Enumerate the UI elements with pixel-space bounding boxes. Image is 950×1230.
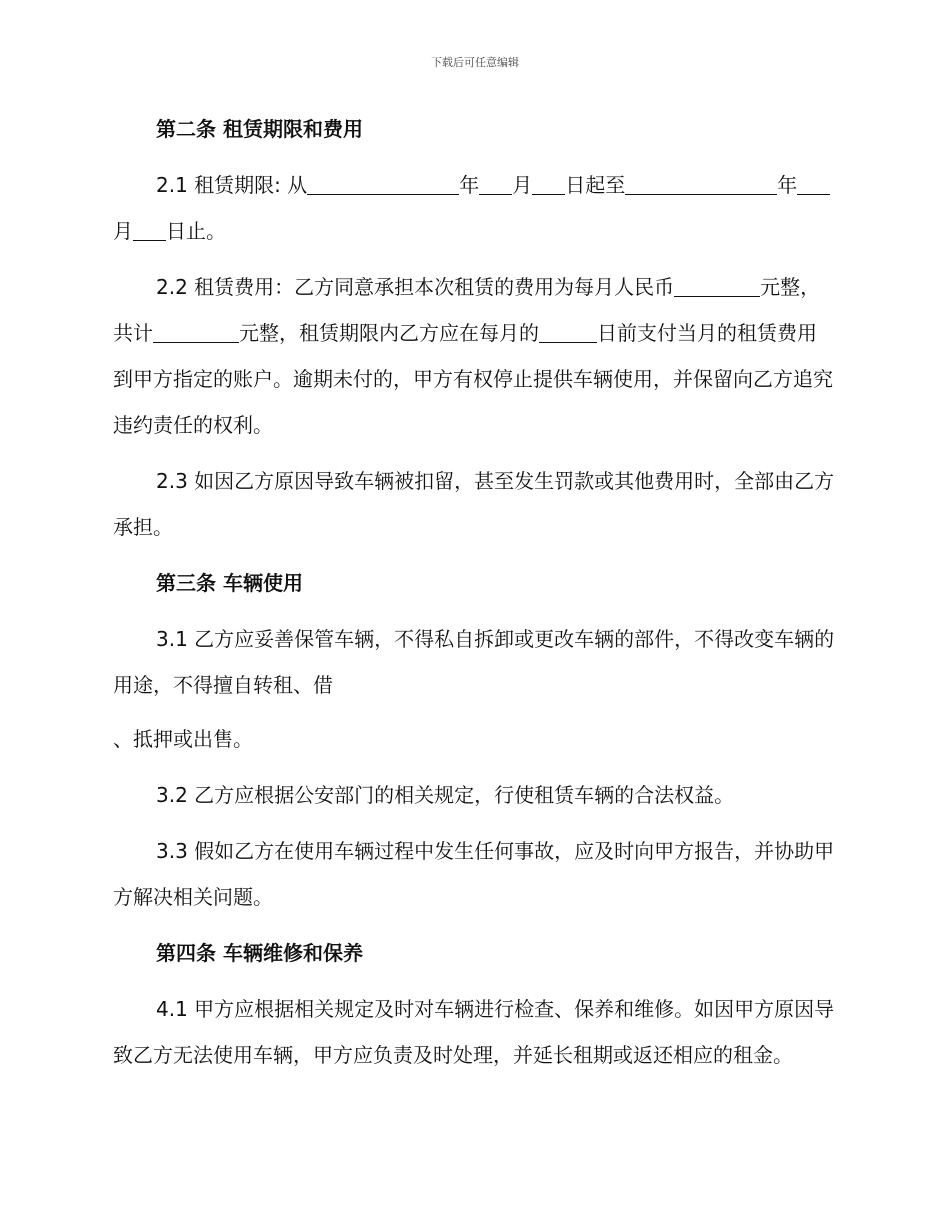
- clause-2-2-yuan1: 元整，共计: [113, 275, 821, 345]
- clause-3-1b: 、抵押或出售。: [113, 727, 253, 751]
- end-year-label: 年: [777, 173, 798, 197]
- monthly-fee-blank[interactable]: [674, 274, 760, 297]
- end-day-label: 日止。: [166, 219, 226, 243]
- section-4-title: 第四条 车辆维修和保养: [156, 941, 363, 965]
- end-day-blank[interactable]: [133, 218, 166, 241]
- clause-2-2-yuan2: 元整，租赁期限内乙方应在每月的: [239, 321, 539, 345]
- page-header: 下载后可任意编辑: [431, 56, 519, 69]
- start-month-blank[interactable]: [479, 172, 512, 195]
- payment-day-blank[interactable]: [539, 320, 597, 343]
- clause-2-3: 2.3 如因乙方原因导致车辆被扣留，甚至发生罚款或其他费用时，全部由乙方承担。: [113, 469, 835, 539]
- document-body: [113, 106, 835, 1088]
- end-month-label: 月: [113, 219, 133, 243]
- clause-3-2: 3.2 乙方应根据公安部门的相关规定，行使租赁车辆的合法权益。: [156, 783, 735, 807]
- clause-2-2-prefix: 2.2 租赁费用：乙方同意承担本次租赁的费用为每月人民币: [156, 275, 675, 299]
- clause-2-2-rest: 日前支付当月的租赁费用到甲方指定的账户。逾期未付的，甲方有权停止提供车辆使用，并保留向乙方追究违约责任的权利。: [113, 321, 833, 437]
- clause-2-1-prefix: 2.1 租赁期限: 从: [156, 173, 308, 197]
- clause-2-2: [113, 264, 835, 448]
- start-day-blank[interactable]: [532, 172, 565, 195]
- end-year-blank[interactable]: [625, 172, 777, 195]
- total-fee-blank[interactable]: [153, 320, 239, 343]
- start-month-label: 月: [512, 173, 533, 197]
- start-year-label: 年: [459, 173, 480, 197]
- start-year-blank[interactable]: [307, 172, 459, 195]
- end-month-blank[interactable]: [797, 172, 830, 195]
- section-2-title: 第二条 租赁期限和费用: [156, 117, 363, 141]
- clause-2-1: [113, 162, 835, 254]
- section-3-title: 第三条 车辆使用: [156, 571, 303, 595]
- start-day-label: 日起至: [565, 173, 626, 197]
- clause-3-3: 3.3 假如乙方在使用车辆过程中发生任何事故，应及时向甲方报告，并协助甲方解决相关问题。: [113, 839, 835, 909]
- clause-4-1: 4.1 甲方应根据相关规定及时对车辆进行检查、保养和维修。如因甲方原因导致乙方无法使用车辆，甲方应负责及时处理，并延长租期或返还相应的租金。: [113, 997, 835, 1067]
- clause-3-1a: 3.1 乙方应妥善保管车辆，不得私自拆卸或更改车辆的部件，不得改变车辆的用途，不得擅自转租、借: [113, 627, 835, 697]
